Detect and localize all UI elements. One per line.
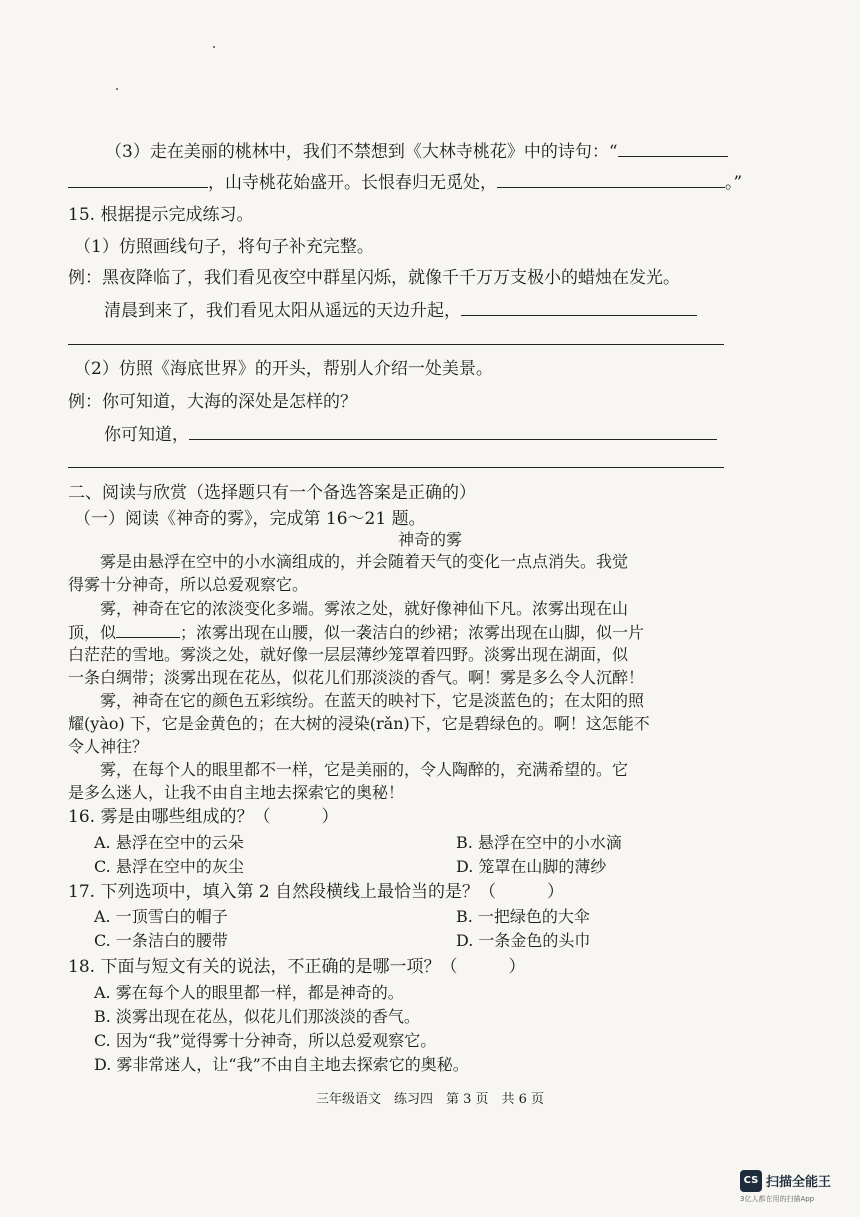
q17-stem: 17. 下列选项中，填入第 2 自然段横线上最恰当的是？（ ） bbox=[68, 882, 565, 902]
passage-line bbox=[68, 621, 644, 644]
passage-line: 得雾十分神奇，所以总爱观察它。 bbox=[68, 575, 309, 594]
q15-1-prompt: 清晨到来了，我们看见太阳从遥远的天边升起， bbox=[104, 301, 461, 321]
answer-blank[interactable] bbox=[461, 299, 697, 316]
q16-option-d[interactable]: D. 笼罩在山脚的薄纱 bbox=[456, 857, 607, 876]
q14-3-text-b: ，山寺桃花始盛开。长恨春归无觅处， bbox=[208, 173, 497, 193]
q15-heading: 15. 根据提示完成练习。 bbox=[68, 205, 254, 225]
watermark-name: 扫描全能王 bbox=[766, 1175, 832, 1190]
q18-stem: 18. 下面与短文有关的说法，不正确的是哪一项？（ ） bbox=[68, 957, 526, 977]
q15-2-prompt: 你可知道， bbox=[104, 425, 189, 445]
q15-2-instruction: （2）仿照《海底世界》的开头，帮别人介绍一处美景。 bbox=[74, 359, 493, 379]
passage-line: 是多么迷人，让我不由自主地去探索它的奥秘！ bbox=[68, 783, 405, 802]
q18-option-c[interactable]: C. 因为“我”觉得雾十分神奇，所以总爱观察它。 bbox=[94, 1031, 437, 1050]
passage-line: 雾是由悬浮在空中的小水滴组成的，并会随着天气的变化一点点消失。我觉 bbox=[100, 552, 629, 571]
q15-2-example: 例：你可知道，大海的深处是怎样的？ bbox=[68, 392, 357, 412]
q15-2-prompt-line bbox=[104, 423, 717, 446]
answer-blank[interactable] bbox=[68, 171, 208, 188]
answer-blank[interactable] bbox=[189, 423, 717, 440]
q17-option-c[interactable]: C. 一条洁白的腰带 bbox=[94, 931, 228, 950]
q16-option-c[interactable]: C. 悬浮在空中的灰尘 bbox=[94, 857, 244, 876]
q15-1-instruction: （1）仿照画线句子，将句子补充完整。 bbox=[74, 237, 374, 257]
q16-option-b[interactable]: B. 悬浮在空中的小水滴 bbox=[456, 833, 622, 852]
passage-line: 雾，神奇在它的浓淡变化多端。雾浓之处，就好像神仙下凡。浓雾出现在山 bbox=[100, 599, 629, 618]
passage-line: 一条白绸带；淡雾出现在花丛，似花儿们那淡淡的香气。啊！雾是多么令人沉醉！ bbox=[68, 668, 645, 687]
answer-line[interactable] bbox=[68, 344, 724, 345]
q15-1-example: 例：黑夜降临了，我们看见夜空中群星闪烁，就像千千万万支极小的蜡烛在发光。 bbox=[68, 268, 680, 288]
q18-option-d[interactable]: D. 雾非常迷人，让“我”不由自主地去探索它的奥秘。 bbox=[94, 1055, 469, 1074]
q14-3-text-a: （3）走在美丽的桃林中，我们不禁想到《大林寺桃花》中的诗句：“ bbox=[105, 142, 618, 162]
answer-blank[interactable] bbox=[116, 621, 180, 638]
q17-option-d[interactable]: D. 一条金色的头巾 bbox=[456, 931, 591, 950]
passage-text: 顶，似 bbox=[68, 623, 117, 642]
q16-stem: 16. 雾是由哪些组成的？（ ） bbox=[68, 807, 339, 827]
answer-line[interactable] bbox=[68, 467, 724, 468]
answer-blank[interactable] bbox=[497, 171, 725, 188]
passage-title: 神奇的雾 bbox=[397, 530, 462, 549]
q14-3-line2 bbox=[68, 171, 742, 194]
q14-3-text-c: 。” bbox=[725, 173, 743, 193]
passage-text: ；浓雾出现在山腰，似一袭洁白的纱裙；浓雾出现在山脚，似一片 bbox=[180, 623, 645, 642]
scan-speck bbox=[116, 88, 118, 90]
camscanner-logo-icon: CS bbox=[740, 1170, 762, 1192]
q16-option-a[interactable]: A. 悬浮在空中的云朵 bbox=[94, 833, 244, 852]
q14-3-line1 bbox=[105, 140, 728, 163]
q18-option-a[interactable]: A. 雾在每个人的眼里都一样，都是神奇的。 bbox=[94, 983, 404, 1002]
q17-option-a[interactable]: A. 一顶雪白的帽子 bbox=[94, 907, 228, 926]
section2-sub-heading: （一）阅读《神奇的雾》，完成第 16～21 题。 bbox=[74, 509, 426, 529]
scanner-watermark bbox=[740, 1168, 850, 1208]
q17-option-b[interactable]: B. 一把绿色的大伞 bbox=[456, 907, 590, 926]
section2-heading: 二、阅读与欣赏（选择题只有一个备选答案是正确的） bbox=[68, 483, 476, 503]
scan-speck bbox=[213, 46, 215, 48]
passage-line: 白茫茫的雪地。雾淡之处，就好像一层层薄纱笼罩着四野。淡雾出现在湖面，似 bbox=[68, 645, 629, 664]
passage-line: 耀(yào) 下，它是金黄色的；在大树的浸染(rǎn)下，它是碧绿色的。啊！这怎能不 bbox=[68, 714, 650, 733]
q15-1-prompt-line bbox=[104, 299, 697, 322]
passage-line: 雾，在每个人的眼里都不一样，它是美丽的，令人陶醉的，充满希望的。它 bbox=[100, 760, 629, 779]
page-footer: 三年级语文 练习四 第 3 页 共 6 页 bbox=[315, 1092, 545, 1107]
answer-blank[interactable] bbox=[618, 140, 728, 157]
passage-line: 雾，神奇在它的颜色五彩缤纷。在蓝天的映衬下，它是淡蓝色的；在太阳的照 bbox=[100, 691, 645, 710]
passage-line: 令人神往？ bbox=[68, 737, 149, 756]
q18-option-b[interactable]: B. 淡雾出现在花丛，似花儿们那淡淡的香气。 bbox=[94, 1007, 420, 1026]
watermark-tagline: 3亿人都在用的扫描App bbox=[740, 1195, 815, 1203]
